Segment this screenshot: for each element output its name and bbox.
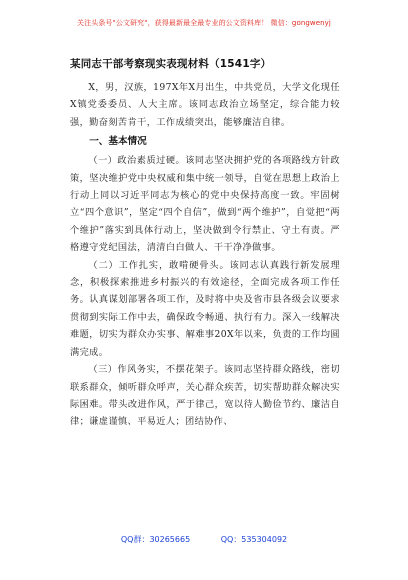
footer-contact: [0, 534, 408, 545]
section-heading-basic-info: 一、基本情况: [89, 136, 147, 148]
header-banner: 关注头条号"公文研究"，获得最新最全最专业的公文资料库！ 微信：gongwenyj: [77, 19, 331, 27]
paragraph-style: （三）作风务实，不摆花架子。该同志坚持群众路线，密切联系群众，倾听群众呼声，关心群众疾苦，切实帮助群众解决实际困难。带头改进作风，严于律己，宽以待人勤俭节约、廉洁自律；谦虚谨慎、平易近人；团结协作、: [70, 364, 340, 428]
document-title: 某同志干部考察现实表现材料（1541字）: [70, 58, 272, 70]
footer-qq-group: QQ群：30265665: [120, 535, 191, 544]
intro-paragraph: X，男，汉族，197X年X月出生，中共党员，大学文化现任X镇党委委员、人大主席。该同志政治立场坚定，综合能力较强，勤奋刻苦肯干，工作成绩突出，能够廉洁自律。: [70, 82, 340, 128]
footer-qq: QQ：535304092: [220, 535, 288, 544]
paragraph-political: （一）政治素质过硬。该同志坚决拥护党的各项路线方针政策，坚决维护党中央权威和集中统一领导，自觉在思想上政治上行动上同以习近平同志为核心的党中央保持高度一致。牢固树立“四个意识”，坚定“四个自信”，做到“两个维护”，自觉把“两个维护”落实到具体行动上，坚决做到令行禁止、守土有责。严格遵守党纪国法，清清白白做人、干干净净做事。: [70, 155, 340, 254]
document-body: [70, 56, 340, 431]
paragraph-work: （二）工作扎实，敢啃硬骨头。该同志认真践行新发展理念，积极探索推进乡村振兴的有效途径，全面完成各项工作任务。认真谋划部署各项工作，及时将中央及省市县各级会议要求贯彻到实际工作中去，确保政令畅通、执行有力。深入一线解决难题，切实为群众办实事、解难事20X年以来，负责的工作均圆满完成。: [70, 259, 340, 358]
